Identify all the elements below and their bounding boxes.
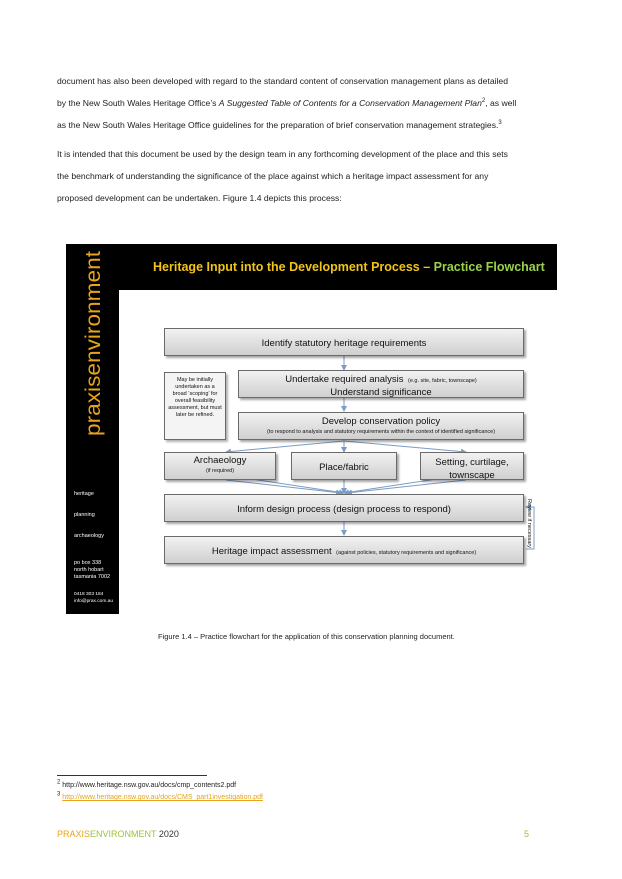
title-sub: Practice Flowchart (433, 260, 545, 274)
paragraph-line: It is intended that this document be used by the design team in any forthcoming development of the place and this sets (57, 149, 508, 159)
brand-wordmark: praxisenvironment (82, 264, 105, 436)
box-label: Place/fabric (319, 462, 369, 473)
page-number: 5 (524, 829, 530, 839)
review-label: Review if necessary (526, 499, 532, 548)
side-item-planning: planning (74, 512, 95, 518)
conservation-policy-box (238, 412, 524, 440)
identify-requirements-box (164, 328, 524, 356)
analysis-box (238, 370, 524, 398)
archaeology-box (164, 452, 276, 480)
box-label: Inform design process (design process to respond) (237, 504, 451, 515)
address-line: po box 338 (74, 560, 102, 566)
footer-year: 2020 (156, 829, 179, 839)
body-paragraph-1 (57, 70, 567, 136)
box-sublabel: (e.g. site, fabric, townscape) (407, 378, 477, 384)
footer-brand-environment: ENVIRONMENT (90, 829, 157, 839)
footer-brand-praxis: PRAXIS (57, 829, 91, 839)
address-line: north hobart (74, 567, 104, 573)
email-address: info@prax.com.au (74, 599, 113, 604)
side-item-archaeology: archaeology (74, 533, 104, 539)
address-line: tasmania 7002 (74, 574, 111, 580)
box-label: Archaeology (193, 455, 247, 466)
box-label: Setting, curtilage, townscape (435, 457, 509, 481)
footnote-divider (57, 775, 207, 776)
document-title-italic: A Suggested Table of Contents for a Conservation Management Plan (218, 98, 482, 108)
box-sublabel: (against policies, statutory requirements and significance) (336, 550, 477, 556)
setting-box (420, 452, 524, 480)
scoping-note: May be initially undertaken as a broad ‘scoping’ for overall feasibility assessment, but must later be refined. (164, 372, 226, 440)
box-sublabel: (to respond to analysis and statutory requirements within the context of identified significance) (266, 429, 496, 435)
footnote-ref[interactable]: 3 (498, 120, 502, 127)
side-item-heritage: heritage (74, 491, 94, 497)
paragraph-line: the benchmark of understanding the significance of the place against which a heritage impact assessment for any (57, 171, 489, 181)
paragraph-line (57, 70, 567, 92)
inform-design-box (164, 494, 524, 522)
box-label: Develop conservation policy (321, 416, 441, 427)
text: as the New South Wales Heritage Office guidelines for the preparation of brief conservation management strategies. (57, 120, 499, 130)
footnote-number: 2 (57, 779, 61, 786)
footnote-2 (57, 779, 237, 789)
phone-number: 0418 303 184 (74, 592, 104, 597)
footnote-link[interactable]: http://www.heritage.nsw.gov.au/docs/CMS_part1investigation.pdf (62, 794, 263, 801)
title-main: Heritage Input into the Development Process – (153, 260, 434, 274)
footnote-ref[interactable]: 2 (481, 98, 486, 105)
body-paragraph-2 (57, 143, 567, 209)
box-label: Undertake required analysis (285, 374, 404, 385)
figure-caption: Figure 1.4 – Practice flowchart for the application of this conservation planning document. (158, 632, 455, 641)
paragraph-line (57, 92, 567, 114)
impact-assessment-box (164, 536, 524, 564)
box-label: Heritage impact assessment (211, 546, 332, 557)
footnote-text: http://www.heritage.nsw.gov.au/docs/cmp_contents2.pdf (60, 782, 237, 789)
text: document has also been developed with regard to the standard content of conservation management plans as detailed (57, 76, 508, 86)
footnote-number: 3 (57, 791, 61, 798)
box-label: Identify statutory heritage requirements (261, 338, 427, 349)
significance-label: Understand significance (330, 387, 432, 398)
paragraph-line: proposed development can be undertaken. Figure 1.4 depicts this process: (57, 193, 342, 203)
place-fabric-box (291, 452, 397, 480)
paragraph-line (57, 114, 567, 136)
footnote-3 (57, 791, 263, 801)
flowchart-figure (66, 244, 557, 614)
box-sublabel: (if required) (205, 468, 235, 474)
footer-brand (57, 829, 179, 839)
text: by the New South Wales Heritage Office’s (57, 98, 219, 108)
text: , as well (485, 98, 517, 108)
